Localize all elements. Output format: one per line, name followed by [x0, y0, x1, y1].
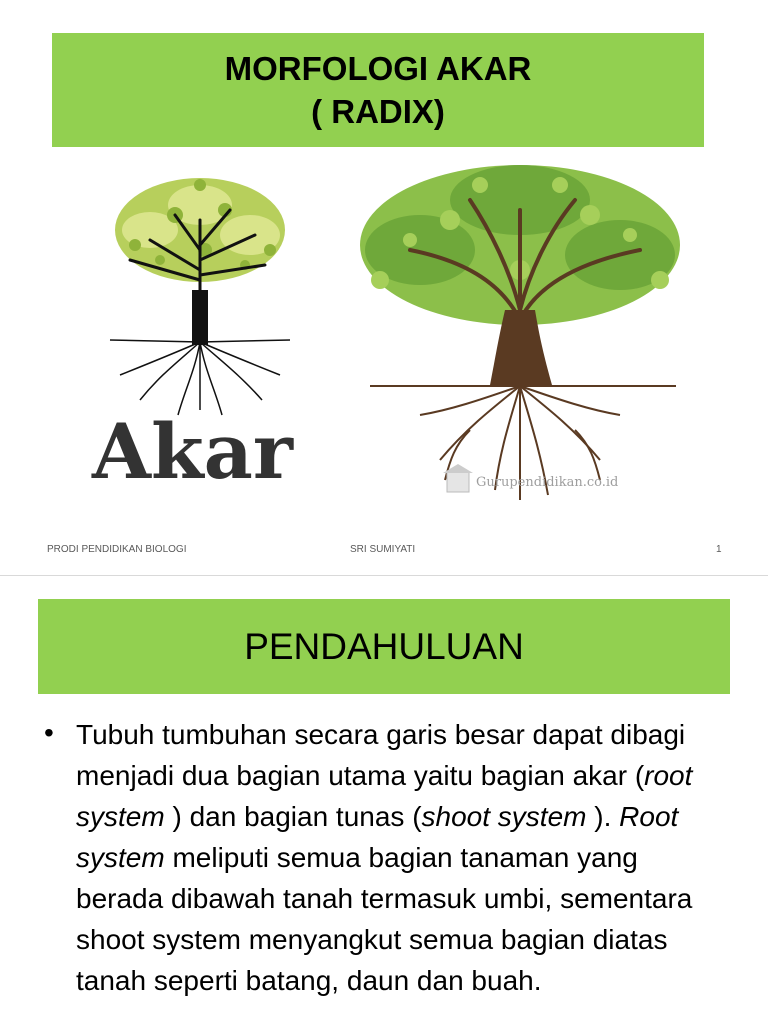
akar-word: Akar: [92, 407, 293, 496]
section-header: PENDAHULUAN: [38, 599, 730, 694]
right-tree-image: [360, 165, 680, 500]
tree-roots-illustration: [0, 160, 768, 520]
footer-department: PRODI PENDIDIKAN BIOLOGI: [47, 544, 187, 555]
slide-subtitle: ( RADIX): [311, 93, 445, 130]
slide-divider: [0, 575, 768, 576]
footer-author: SRI SUMIYATI: [350, 544, 416, 555]
watermark-logo: [443, 464, 618, 492]
slide-title: MORFOLOGI AKAR: [224, 50, 532, 87]
bullet-icon: •: [44, 717, 54, 748]
footer-page-number: 1: [716, 544, 722, 555]
left-tree-image: [91, 178, 294, 496]
bullet-paragraph: Tubuh tumbuhan secara garis besar dapat dibagi menjadi dua bagian utama yaitu bagian akar (root system ) dan bagian tunas (shoot system ). Root system meliputi semua bagian tanaman yang berada dibawah tanah termasuk umbi, sementara shoot system menyangkut semua bagian diatas tanah seperti batang, daun dan buah.: [76, 719, 693, 996]
watermark-text: Gurupendidikan.co.id: [476, 475, 619, 490]
title-banner: [52, 33, 704, 147]
